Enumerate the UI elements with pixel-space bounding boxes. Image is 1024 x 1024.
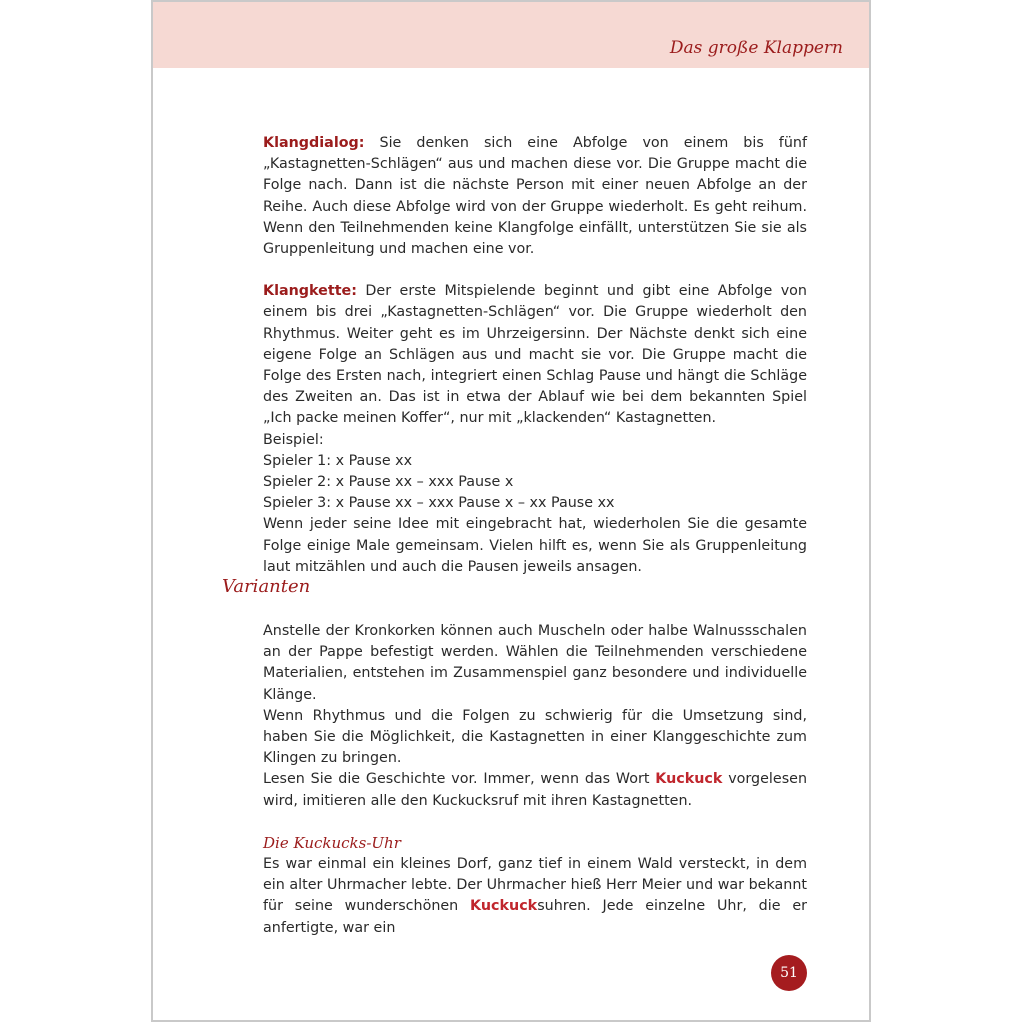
varianten-paragraph-3: [263, 769, 807, 811]
header-band: [153, 0, 869, 68]
book-page: [151, 0, 871, 1022]
story-text-end: suhren. Jede einzelne Uhr, die er anfertigte, war ein: [263, 898, 807, 936]
klangkette-closing: Wenn jeder seine Idee mit eingebracht hat, wiederholen Sie die gesamte Folge einige Male gemeinsam. Vielen hilft es, wenn Sie als Gruppenleitung laut mitzählen und auch die Pausen jeweils ansagen.: [263, 516, 807, 575]
keyword-kuckuck: Kuckuck: [655, 771, 723, 788]
story-text: Es war einmal ein kleines Dorf, ganz tief in einem Wald versteckt, in dem ein alter Uhrmacher lebte. Der Uhrmacher hieß Herr Meier und war bekannt für seine wunderschönen: [263, 856, 807, 915]
section-title-varianten: Varianten: [222, 576, 311, 597]
keyword-kuckuck: Kuckuck: [470, 898, 538, 915]
varianten-paragraph-1: Anstelle der Kronkorken können auch Muscheln oder halbe Walnussschalen an der Pappe befestigt werden. Wählen die Teilnehmenden verschiedene Materialien, entstehen im Zusammenspiel ganz besondere und individuelle Klänge.: [263, 623, 807, 703]
klangdialog-paragraph: [263, 133, 807, 260]
running-header-title: Das große Klappern: [669, 38, 843, 58]
story-paragraph: [263, 854, 807, 939]
example-line: Spieler 2: x Pause xx – xxx Pause x: [263, 474, 514, 491]
body-text-top: [263, 133, 807, 578]
klangdialog-label: Klangdialog:: [263, 135, 365, 151]
varianten-paragraph-2: Wenn Rhythmus und die Folgen zu schwierig für die Umsetzung sind, haben Sie die Möglichkeit, die Kastagnetten in einer Klanggeschichte zum Klingen zu bringen.: [263, 707, 807, 767]
klangkette-paragraph: [263, 281, 807, 429]
klangkette-text: Der erste Mitspielende beginnt und gibt eine Abfolge von einem bis drei „Kastagnetten-Schlägen“ vor. Die Gruppe wiederholt den Rhythmus. Weiter geht es im Uhrzeigersinn. Der Nächste denkt sich eine eigene Folge an Schlägen aus und macht sie vor. Die Gruppe macht die Folge des Ersten nach, integriert einen Schlag Pause und hängt die Schläge des Zweiten an. Das ist in etwa der Ablauf wie bei dem bekannten Spiel „Ich packe meinen Koffer“, nur mit „klackenden“ Kastagnetten.: [263, 283, 807, 427]
klangdialog-text: Sie denken sich eine Abfolge von einem bis fünf „Kastagnetten-Schlägen“ aus und machen diese vor. Die Gruppe macht die Folge nach. Dann ist die nächste Person mit einer neuen Abfolge an der Reihe. Auch diese Abfolge wird von der Gruppe wiederholt. Es geht reihum. Wenn den Teilnehmenden keine Klangfolge einfällt, unterstützen Sie sie als Gruppenleitung und machen eine vor.: [263, 135, 807, 258]
story-title: Die Kuckucks-Uhr: [263, 833, 401, 852]
example-label: Beispiel:: [263, 431, 324, 448]
varianten-p3-text: Lesen Sie die Geschichte vor. Immer, wenn das Wort: [263, 771, 656, 788]
example-line: Spieler 1: x Pause xx: [263, 452, 413, 469]
klangkette-label: Klangkette:: [263, 283, 357, 300]
body-text-bottom: [263, 621, 807, 939]
example-line: Spieler 3: x Pause xx – xxx Pause x – xx Pause xx: [263, 495, 615, 512]
varianten-p3-text-end: vorgelesen wird, imitieren alle den Kuckucksruf mit ihren Kastagnetten.: [263, 771, 807, 809]
page-number-badge: 51: [771, 955, 807, 991]
